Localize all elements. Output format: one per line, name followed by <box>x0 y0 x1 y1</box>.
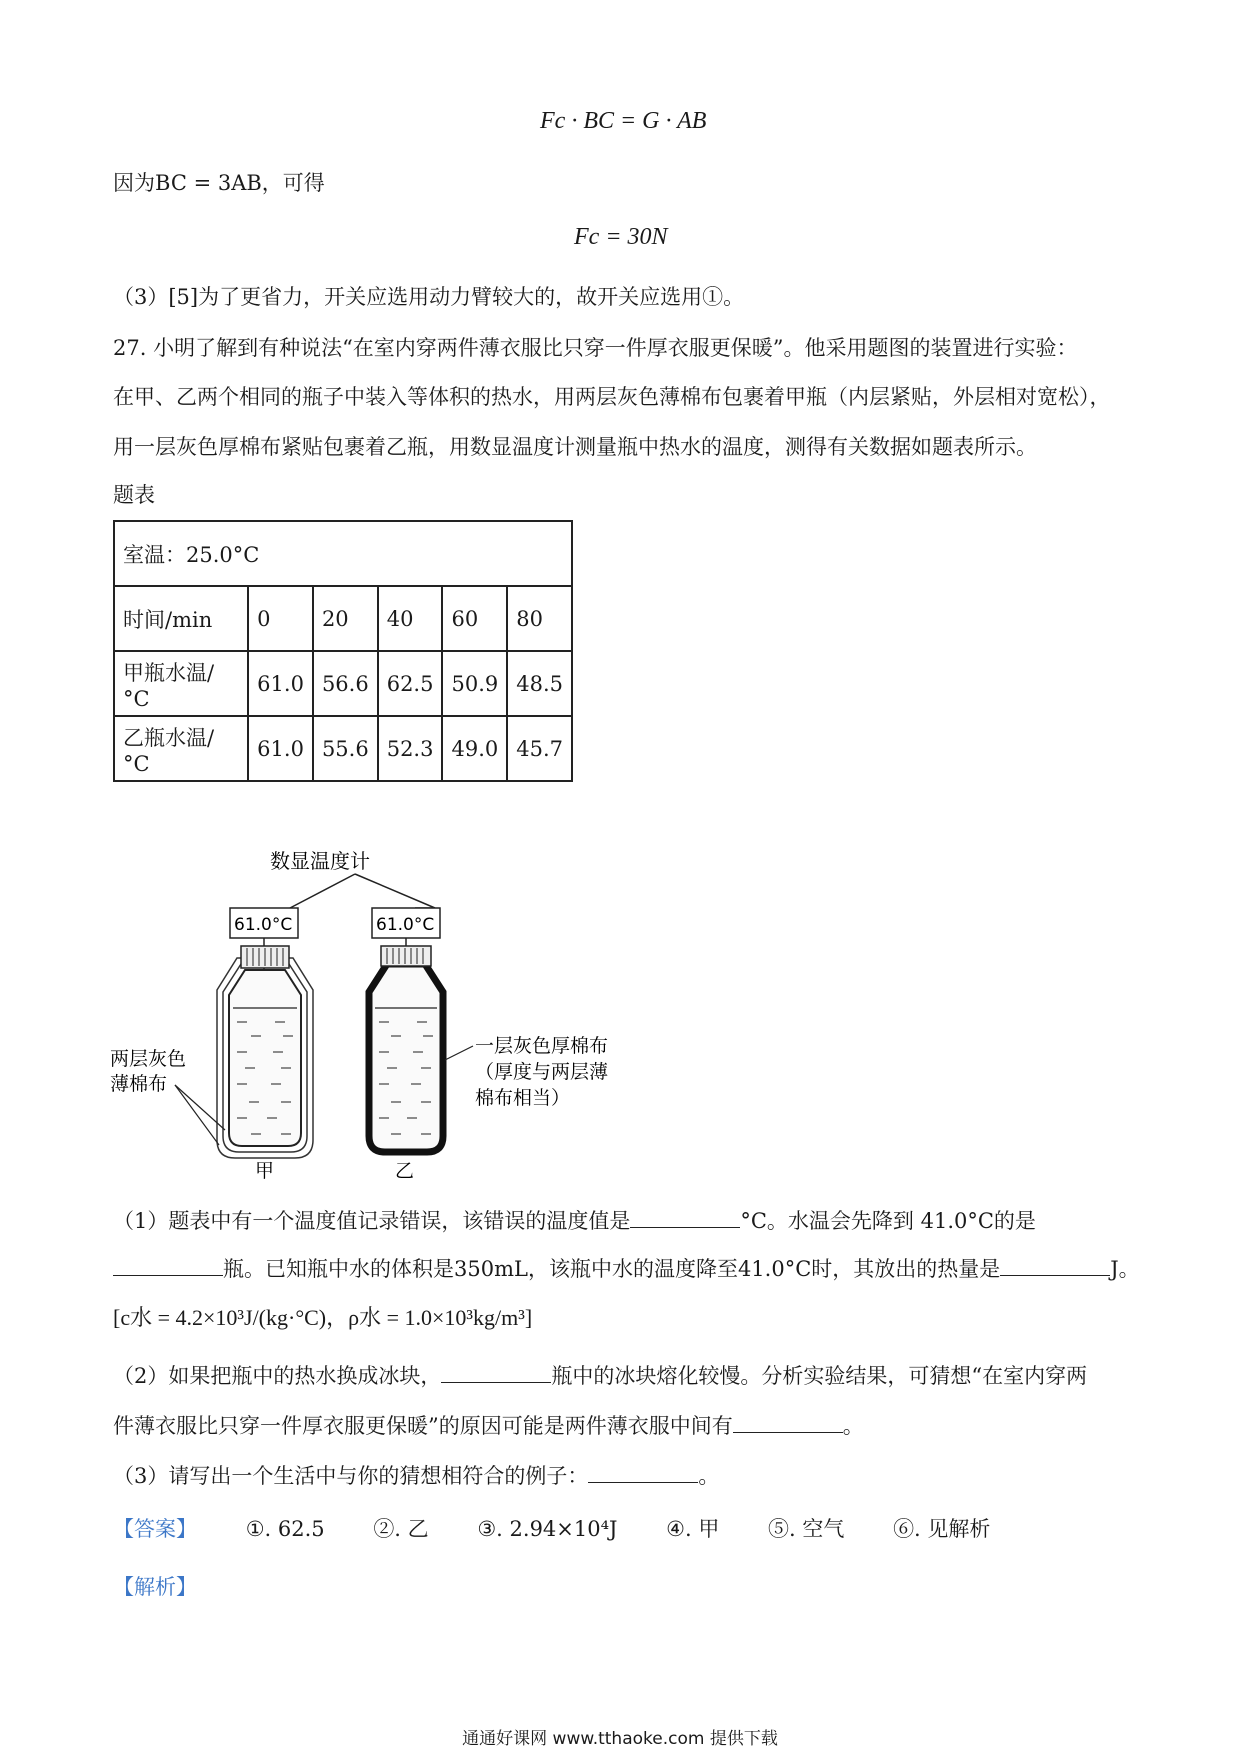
table-cell: 时间/min <box>114 586 248 651</box>
q27-line-2: 在甲、乙两个相同的瓶子中装入等体积的热水，用两层灰色薄棉布包裹着甲瓶（内层紧贴，外层相对宽松）， <box>113 385 1111 409</box>
q27-line-3: 用一层灰色厚棉布紧贴包裹着乙瓶，用数显温度计测量瓶中热水的温度，测得有关数据如题表所示。 <box>113 435 1037 459</box>
table-cell: 80 <box>507 586 572 651</box>
bottle-label-jia: 甲 <box>255 1160 275 1180</box>
sub1-constants: [c水 = 4.2×10³J/(kg·°C)，ρ水 = 1.0×10³kg/m³] <box>113 1305 533 1330</box>
table-row <box>114 521 572 586</box>
right-label-line-1: 一层灰色厚棉布 <box>475 1035 609 1057</box>
bottle-label-yi: 乙 <box>395 1160 415 1180</box>
part3-solution: （3）[5]为了更省力，开关应选用动力臂较大的，故开关应选用①。 <box>113 285 745 309</box>
sub3-line: （3）请写出一个生活中与你的猜想相符合的例子： 。 <box>113 1460 719 1491</box>
page-footer: 通通好课网 www.tthaoke.com 提供下载 <box>462 1729 778 1749</box>
table-cell: 50.9 <box>442 651 507 716</box>
answer-line <box>113 1514 990 1544</box>
bottle-yi <box>369 946 443 1152</box>
right-label-line-2: （厚度与两层薄 <box>475 1061 609 1083</box>
formula-result: Fc = 30N <box>574 224 668 250</box>
table-row <box>114 586 572 651</box>
table-cell: 60 <box>442 586 507 651</box>
reading-left: 61.0°C <box>234 915 293 935</box>
answer-item: ①. 62.5 <box>245 1517 325 1541</box>
table-cell: 61.0 <box>248 716 313 781</box>
sub1-line-2: 瓶。已知瓶中水的体积是350mL，该瓶中水的温度降至41.0°C时，其放出的热量是 J。 <box>113 1253 1140 1284</box>
table-cell: 56.6 <box>313 651 378 716</box>
table-cell: 45.7 <box>507 716 572 781</box>
answer-blank-3[interactable] <box>1000 1253 1110 1276</box>
temperature-table <box>113 520 573 782</box>
table-cell: 0 <box>248 586 313 651</box>
answer-blank-6[interactable] <box>588 1460 698 1483</box>
bottle-jia <box>217 946 313 1158</box>
table-cell: 甲瓶水温/°C <box>114 651 248 716</box>
reading-right: 61.0°C <box>376 915 435 935</box>
table-caption: 题表 <box>113 483 155 507</box>
sub2-line-1: （2）如果把瓶中的热水换成冰块， 瓶中的冰块熔化较慢。分析实验结果，可猜想“在室内穿两 <box>113 1360 1087 1391</box>
answer-blank-1[interactable] <box>630 1205 740 1228</box>
left-label-line-1: 两层灰色 <box>110 1048 187 1070</box>
analysis-tag: 【解析】 <box>113 1575 197 1599</box>
table-cell: 乙瓶水温/°C <box>114 716 248 781</box>
q27-line-1: 27. 小明了解到有种说法“在室内穿两件薄衣服比只穿一件厚衣服更保暖”。他采用题图的装置进行实验： <box>113 336 1078 360</box>
answer-blank-4[interactable] <box>441 1360 551 1383</box>
left-label-line-2: 薄棉布 <box>110 1073 168 1095</box>
table-cell: 55.6 <box>313 716 378 781</box>
room-temp-cell: 室温：25.0°C <box>114 521 572 586</box>
answer-item: ③. 2.94×10⁴J <box>477 1517 618 1541</box>
answer-tag: 【答案】 <box>113 1517 197 1541</box>
table-cell: 61.0 <box>248 651 313 716</box>
table-cell: 62.5 <box>378 651 443 716</box>
table-cell: 40 <box>378 586 443 651</box>
answer-blank-5[interactable] <box>733 1410 843 1433</box>
thermometer-label: 数显温度计 <box>270 849 370 873</box>
answer-item: ④. 甲 <box>666 1517 720 1541</box>
sub1-line-1: （1）题表中有一个温度值记录错误，该错误的温度值是 °C。水温会先降到 41.0°C的是 <box>113 1205 1036 1236</box>
answer-item: ⑤. 空气 <box>768 1517 845 1541</box>
sub2-line-2: 件薄衣服比只穿一件厚衣服更保暖”的原因可能是两件薄衣服中间有 。 <box>113 1410 864 1441</box>
answer-item: ⑥. 见解析 <box>893 1517 991 1541</box>
table-cell: 52.3 <box>378 716 443 781</box>
answer-blank-2[interactable] <box>113 1253 223 1276</box>
table-row <box>114 716 572 781</box>
formula-moment-balance: Fc · BC = G · AB <box>540 108 707 134</box>
experiment-figure <box>105 840 665 1180</box>
table-cell: 48.5 <box>507 651 572 716</box>
table-row <box>114 651 572 716</box>
table-cell: 20 <box>313 586 378 651</box>
table-cell: 49.0 <box>442 716 507 781</box>
right-label-line-3: 棉布相当） <box>475 1087 571 1109</box>
because-line: 因为BC = 3AB，可得 <box>113 171 325 195</box>
answer-item: ②. 乙 <box>373 1517 429 1541</box>
